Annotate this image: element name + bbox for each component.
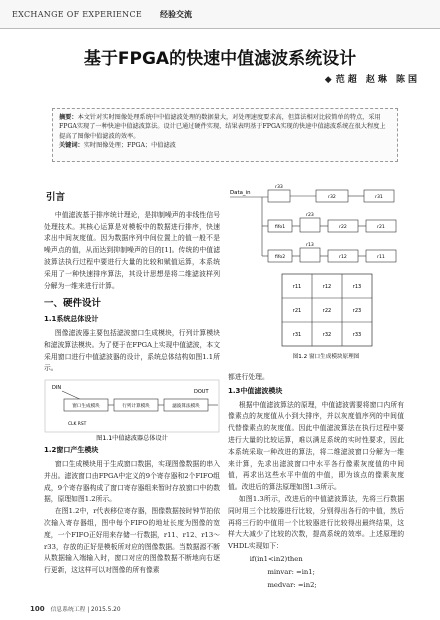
fig12-reg-r21-label: r21 — [377, 225, 385, 230]
abstract-box — [52, 108, 398, 162]
grid-cell-r33: r33 — [352, 332, 362, 338]
fig12-reg-r31-label: r31 — [375, 195, 383, 200]
hw-heading-text: 一、硬件设计 — [44, 298, 102, 310]
fig12-data-in: Data_in — [230, 190, 251, 196]
page-number: 100 — [30, 605, 45, 613]
intro-heading: 引言 — [46, 192, 66, 203]
fig12-fifo1-label: fifo1 — [274, 225, 286, 230]
fig11-window-label: 窗口生成模块 — [72, 404, 100, 410]
fig12-reg-r33 — [268, 190, 290, 202]
fig12-reg-r12-label: r12 — [339, 255, 347, 260]
subsection-1-2: 1.2窗口产生模块 — [44, 446, 99, 455]
fig11-din: DIN — [52, 385, 62, 392]
fig12-fifo2-label: fifo2 — [274, 255, 286, 260]
code-line-3: medvar: =in2; — [267, 580, 317, 589]
figure-1-1 — [44, 379, 220, 443]
abstract-text: 本文针对实时图像处理系统中中值滤波处理的数据量大，对处理速度要求高，但算法相对比较简单的特点，采用FPGA实现了一种快速中值滤波算法。设计已通过硬件实现，结果表明基于FPGA实现的快速中值滤波系统在很大程度上提高了图像中值滤波的效率。 — [59, 114, 386, 140]
fig11-dout: DOUT — [194, 389, 209, 396]
code-line-2: minvar: =in1; — [267, 567, 315, 576]
figure-1-2 — [228, 180, 424, 364]
running-header — [0, 0, 440, 36]
subsection-1-1: 1.1系统总体设计 — [44, 315, 99, 324]
fig12-window-grid — [282, 274, 372, 346]
grid-cell-r31: r31 — [292, 332, 302, 338]
keywords-text: 实时图像处理；FPGA；中值滤波 — [83, 142, 176, 150]
author-names: 范超 赵琳 陈国 — [335, 75, 420, 85]
sub2-paragraph-2: 在图1.2中，r代表移位寄存器，图像数据按时钟节拍依次输入寄存器组，图中每个FIFO的地址长度为图像的宽度，一个FIFO正好用来存储一行数据，r11、r12、r13～r33，存放的正好是模板所对应的图像数据。当数据源不断从数据输入端输入时，窗口对应的图像数据不断地向右逐行更新，这这样可以对图像的所有像素 — [44, 507, 220, 575]
diamond-icon: ◆ — [324, 75, 332, 85]
subsection-1-3: 1.3中值滤波模块 — [228, 386, 283, 395]
sub2-paragraph-1: 窗口生成模块用于生成窗口数据，实现图像数据的串入并出。滤波窗口由FPGA中定义的9个寄存器和2个FIFO组成，9个寄存器构成了窗口寄存器组来暂时存放窗口中的数据，原理如图1.2所示。 — [44, 459, 220, 504]
grid-cell-r13: r13 — [352, 284, 362, 290]
page-footer — [30, 604, 121, 613]
grid-cell-r22: r22 — [322, 308, 332, 314]
fig12-reg-r11-label: r11 — [377, 255, 385, 260]
fig11-rowcol-label: 行列计算模块 — [122, 404, 150, 410]
fig11-caption: 图1.1中值滤波器总体设计 — [96, 435, 168, 443]
authors — [325, 72, 420, 85]
paper-title: 基于FPGA的快速中值滤波系统设计 — [83, 49, 357, 69]
left-column — [44, 192, 220, 577]
fig11-filter-label: 滤波算法模块 — [172, 404, 200, 410]
abstract-label: 摘要： — [59, 114, 78, 121]
grid-cell-r32: r32 — [322, 332, 332, 338]
header-section: 经验交流 — [160, 10, 192, 19]
fig12-reg-r13-label: r13 — [306, 243, 314, 248]
sub3-paragraph: 根据中值滤波算法的原理，中值滤波需要将窗口内所有像素点的灰度值从小到大排序，并以灰度值序列的中间值代替像素点的灰度值。因此中值滤波算法在执行过程中要进行大量的比较运算，难以满足系统的实时性要求，因此本系统采取一种改进的算法，将二维滤波窗口分解为一维来计算，先求出滤波窗口中水平各行像素灰度值的中间值，再求出这些水平中值的中值，即为该点的像素灰度值。改进后的算法原理如图1.3所示。 — [228, 400, 404, 492]
hw-heading — [44, 298, 220, 310]
fig11-clkrst: CLK RST — [68, 422, 87, 428]
fig12-reg-r23 — [300, 218, 320, 232]
fig12-reg-r32-label: r32 — [328, 195, 336, 200]
keywords-line — [59, 141, 391, 150]
header-tag: EXCHANGE OF EXPERIENCE — [12, 10, 143, 19]
code-line-1: if(in1<in2)then — [249, 554, 303, 563]
fig12-reg-r22-label: r22 — [339, 225, 347, 230]
intro-paragraph: 中值滤波基于排序统计理论，是抑制噪声的非线性信号处理技术。其核心运算是对模板中的数据进行排序，快速求出中间灰度值。因为数据序列中间位置上的值一般不是噪声点的值，从而达到抑制噪声的目的[1]。传统的中值滤波算法执行过程中要进行大量的比较和赋值运算，本系统采用了一种快速排序算法，其设计思想是将二维滤波样列分解为一维来进行计算。 — [44, 210, 220, 290]
keywords-label: 关键词： — [59, 142, 84, 150]
fig12-reg-r23-label: r23 — [306, 213, 314, 218]
journal-info: 信息系统工程 | 2015.5.20 — [50, 607, 121, 613]
grid-cell-r12: r12 — [322, 284, 332, 290]
fig12-reg-r13 — [300, 248, 320, 262]
fig12-reg-r33-label: r33 — [275, 185, 283, 190]
right-lead: 都进行处理。 — [228, 373, 269, 381]
grid-cell-r21: r21 — [292, 308, 302, 314]
fig12-caption: 图1.2 窗口生成模块原理图 — [292, 354, 360, 360]
right-column — [228, 372, 404, 592]
grid-cell-r11: r11 — [292, 284, 302, 290]
sub1-paragraph: 图像滤波器主要包括滤波窗口生成模块，行列计算模块和滤波算法模块。为了便于在FPGA上实现中值滤波，本文采用窗口进行中值滤波器的设计，系统总体结构如图1.1所示。 — [44, 328, 220, 373]
grid-cell-r23: r23 — [352, 308, 362, 314]
sub3-paragraph-2: 如图1.3所示，改进后的中值滤波算法，先将三行数据同时用三个比较器进行比较，分别得出各行的中值，然后再将三行的中值用一个比较器进行比较得出最终结果，这样大大减少了比较的次数，提高系统的效率。上述原理的VHDL实现如下： — [228, 494, 404, 551]
